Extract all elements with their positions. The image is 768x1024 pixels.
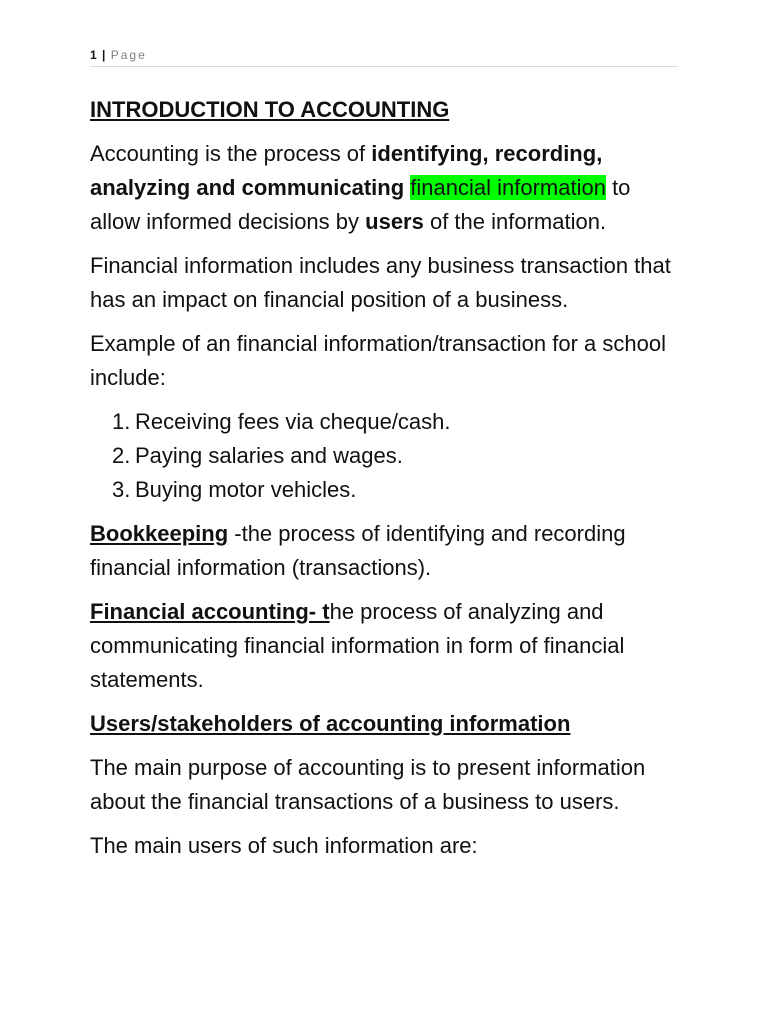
text-run: of the information.: [423, 209, 607, 234]
page-number: 1: [90, 48, 97, 62]
examples-list: [90, 405, 684, 507]
bookkeeping-paragraph: [90, 517, 684, 585]
list-number: 3.: [112, 477, 131, 502]
list-item: [90, 405, 684, 439]
financial-accounting-term: Financial accounting- t: [90, 599, 330, 624]
financial-information-paragraph: Financial information includes any business transaction that has an impact on financial position of a business.: [90, 253, 671, 312]
list-text: Receiving fees via cheque/cash.: [135, 409, 451, 434]
highlighted-financial-information: financial information: [410, 175, 606, 200]
list-item: [90, 473, 684, 507]
list-text: Paying salaries and wages.: [135, 443, 403, 468]
list-item: [90, 439, 684, 473]
list-number: 2.: [112, 443, 131, 468]
document-title: INTRODUCTION TO ACCOUNTING: [90, 97, 450, 122]
text-run: Accounting is the process of: [90, 141, 372, 166]
users-heading: Users/stakeholders of accounting information: [90, 711, 571, 736]
bold-term-users: users: [365, 209, 424, 234]
bold-term-analyzing-communicating: analyzing and communicating: [90, 175, 405, 200]
document-body: [90, 93, 684, 873]
bookkeeping-term: Bookkeeping: [90, 521, 229, 546]
bookkeeping-definition: -the process of identifying and recording financial information (transactions).: [90, 521, 626, 580]
page-label: Page: [110, 48, 147, 62]
financial-accounting-paragraph: [90, 595, 684, 697]
bold-term-identifying: identifying: [371, 141, 483, 166]
financial-accounting-definition: he process of analyzing and communicating financial information in form of financial statements.: [90, 599, 625, 692]
bold-term-recording: recording: [494, 141, 597, 166]
accounting-definition-paragraph: [90, 137, 684, 239]
text-run: ,: [482, 141, 495, 166]
list-text: Buying motor vehicles.: [135, 477, 357, 502]
list-number: 1.: [112, 409, 131, 434]
examples-intro-paragraph: Example of an financial information/transaction for a school include:: [90, 331, 666, 390]
page-header: [90, 46, 678, 67]
main-users-paragraph: The main users of such information are:: [90, 833, 478, 858]
text-run: ,: [596, 141, 603, 166]
text-run: to allow informed decisions by: [90, 175, 631, 234]
header-separator: |: [102, 48, 106, 62]
purpose-paragraph: The main purpose of accounting is to present information about the financial transactions of a business to users.: [90, 755, 646, 814]
